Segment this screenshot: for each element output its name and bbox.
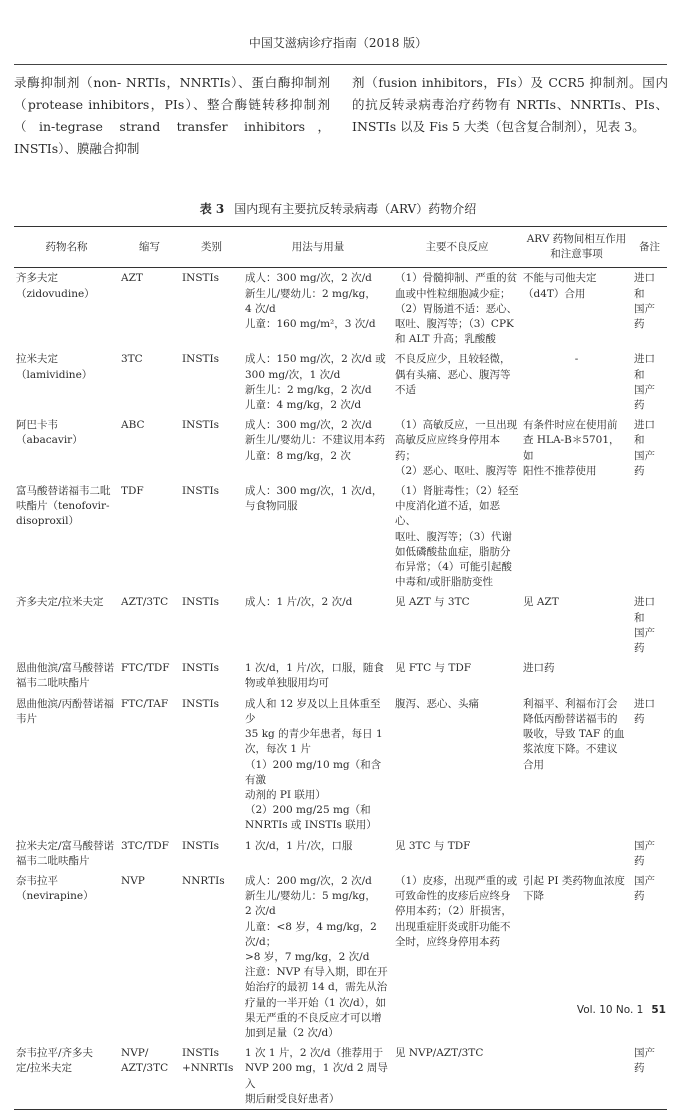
cell-abbreviation: TDF — [121, 485, 144, 498]
cell-adverse-reactions: 见 FTC 与 TDF — [395, 662, 472, 675]
issue-info: Vol. 10 No. 1 — [576, 1004, 644, 1016]
column-header-adverse-reactions: 主要不良反应 — [425, 240, 489, 253]
cell-remarks: 进口和 国产药 — [634, 596, 655, 655]
cell-category: INSTIs — [182, 353, 220, 366]
table-caption — [0, 200, 676, 217]
cell-remarks: 进口和 国产药 — [634, 272, 655, 331]
cell-interactions-notes: 进口药 — [523, 662, 555, 675]
cell-dosage: 成人：300 mg/次，1 次/d， 与食物同服 — [245, 485, 383, 513]
cell-drug-name: 恩曲他滨/富马酸替诺 福韦二吡呋酯片 — [16, 662, 115, 690]
body-text-right-column: 剂（fusion inhibitors，FIs）及 CCR5 抑制剂。国内的抗反转录病毒治疗药物有 NRTIs、NNRTIs、PIs、INSTIs 以及 Fis 5 大类（包含复合制剂），见表 3。 — [352, 75, 668, 134]
table-row — [14, 268, 667, 350]
column-header-abbreviation: 缩写 — [139, 240, 160, 253]
cell-drug-name: 奈韦拉平（nevirapine） — [16, 874, 94, 903]
column-header-interactions-notes: ARV 药物间相互作用 和注意事项 — [526, 233, 627, 261]
cell-category: INSTIs — [182, 596, 220, 609]
cell-dosage: 1 次/d，1 片/次，口服，随食 物或单独服用均可 — [245, 662, 384, 690]
cell-remarks — [632, 481, 667, 592]
cell-abbreviation: NVP — [121, 874, 145, 887]
page-number: 51 — [651, 1004, 666, 1016]
column-header-dosage: 用法与用量 — [291, 240, 345, 253]
table-header-row — [14, 227, 667, 268]
column-header-category: 类别 — [201, 240, 222, 253]
cell-category: INSTIs — [182, 485, 220, 498]
cell-category: INSTIs — [182, 697, 220, 710]
cell-adverse-reactions: 腹泻、恶心、头痛 — [395, 697, 479, 710]
cell-remarks — [632, 658, 667, 693]
cell-remarks: 进口和 国产药 — [634, 353, 655, 412]
table-row — [14, 836, 667, 871]
cell-drug-name: 拉米夫定/富马酸替诺 福韦二吡呋酯片 — [16, 839, 115, 867]
cell-dosage: 成人：1 片/次，2 次/d — [245, 596, 353, 609]
cell-abbreviation: FTC/TAF — [121, 697, 169, 710]
cell-adverse-reactions: 不良反应少，且较轻微， 偶有头痛、恶心、腹泻等 不适 — [395, 353, 511, 396]
table-row — [14, 349, 667, 415]
cell-adverse-reactions: 见 AZT 与 3TC — [395, 596, 470, 609]
cell-remarks: 进口药 — [634, 697, 655, 725]
table-row — [14, 415, 667, 481]
cell-category: NNRTIs — [182, 874, 225, 887]
cell-dosage: 成人和 12 岁及以上且体重至少 35 kg 的青少年患者，每日 1 次，每次 1 片 （1）200 mg/10 mg（和含有激 动剂的 PI 联用） （2）200 mg/25 mg（和 NNRTIs 或 INSTIs 联用） — [245, 697, 383, 832]
table-label: 表 3 — [199, 202, 225, 216]
cell-category: INSTIs — [182, 419, 220, 432]
cell-interactions-notes: - — [574, 353, 579, 366]
cell-interactions-notes: 利福平、利福布汀会 降低丙酚替诺福韦的 吸收，导致 TAF 的血 浆浓度下降。不建议 合用 — [523, 697, 625, 771]
cell-category: INSTIs — [182, 839, 220, 852]
cell-drug-name: 恩曲他滨/丙酚替诺福 韦片 — [16, 697, 115, 725]
cell-adverse-reactions: （1）皮疹，出现严重的或 可致命性的皮疹后应终身 停用本药；（2）肝损害， 出现重症肝炎或肝功能不 全时，应终身停用本药 — [395, 874, 518, 948]
column-header-drug-name: 药物名称 — [45, 240, 88, 253]
cell-abbreviation: ABC — [121, 419, 145, 432]
cell-interactions-notes — [521, 836, 632, 871]
cell-dosage: 1 次/d，1 片/次，口服 — [245, 839, 353, 852]
cell-abbreviation: NVP/ AZT/3TC — [121, 1047, 169, 1075]
cell-drug-name: 齐多夫定/拉米夫定 — [16, 596, 104, 609]
cell-abbreviation: FTC/TDF — [121, 662, 170, 675]
running-head: 中国艾滋病诊疗指南（2018 版） — [248, 36, 428, 50]
cell-abbreviation: AZT — [121, 272, 143, 285]
cell-remarks: 国产药 — [634, 1047, 655, 1075]
table-row — [14, 871, 667, 1043]
cell-category: INSTIs — [182, 662, 220, 675]
cell-adverse-reactions: （1）骨髓抑制、严重的贫 血或中性粒细胞减少症； （2）胃肠道不适：恶心、 呕吐、腹泻等；（3）CPK 和 ALT 升高；乳酸酸 — [395, 272, 518, 346]
table-title: 国内现有主要抗反转录病毒（ARV）药物介绍 — [234, 202, 477, 216]
table-row — [14, 1043, 667, 1109]
cell-interactions-notes: 见 AZT — [523, 596, 559, 609]
table-row — [14, 658, 667, 693]
arv-drug-table — [14, 226, 667, 1110]
cell-interactions-notes — [521, 1043, 632, 1109]
cell-remarks: 国产药 — [634, 839, 655, 867]
table-row — [14, 481, 667, 592]
cell-abbreviation: 3TC/TDF — [121, 839, 169, 852]
table-row — [14, 592, 667, 658]
cell-adverse-reactions: （1）高敏反应，一旦出现 高敏反应应终身停用本药； （2）恶心、呕吐、腹泻等 — [395, 419, 518, 477]
cell-interactions-notes: 有条件时应在使用前 查 HLA-B＊5701，如 阳性不推荐使用 — [523, 419, 620, 477]
cell-interactions-notes: 不能与司他夫定 （d4T）合用 — [523, 272, 597, 300]
cell-dosage: 成人：150 mg/次，2 次/d 或 300 mg/次，1 次/d 新生儿：2 mg/kg，2 次/d 儿童：4 mg/kg，2 次/d — [245, 353, 386, 412]
page-footer — [577, 1004, 666, 1016]
cell-interactions-notes — [521, 481, 632, 592]
cell-dosage: 1 次 1 片，2 次/d（推荐用于 NVP 200 mg，1 次/d 2 周导入 期后耐受良好患者） — [245, 1047, 388, 1105]
cell-category: INSTIs +NNRTIs — [182, 1047, 234, 1075]
cell-adverse-reactions: （1）肾脏毒性；（2）轻至 中度消化道不适，如恶心、 呕吐、腹泻等；（3）代谢 如低磷酸盐血症，脂肪分 布异常；（4）可能引起酸 中毒和/或肝脂肪变性 — [395, 485, 519, 589]
column-header-remarks: 备注 — [639, 240, 660, 253]
cell-category: INSTIs — [182, 272, 220, 285]
cell-abbreviation: 3TC — [121, 353, 143, 366]
cell-remarks: 进口和 国产药 — [634, 419, 655, 477]
cell-interactions-notes: 引起 PI 类药物血浓度 下降 — [523, 874, 625, 903]
cell-drug-name: 富马酸替诺福韦二吡 呋酯片（tenofovir- disoproxil） — [16, 485, 111, 528]
table-row — [14, 694, 667, 836]
cell-remarks: 国产药 — [634, 874, 655, 903]
header-rule — [14, 64, 667, 65]
cell-drug-name: 阿巴卡韦（abacavir） — [16, 419, 83, 447]
cell-dosage: 成人：300 mg/次，2 次/d 新生儿/婴幼儿：不建议用本药 儿童：8 mg/kg，2 次 — [245, 419, 386, 462]
cell-dosage: 成人：200 mg/次，2 次/d 新生儿/婴幼儿：5 mg/kg， 2 次/d 儿童：<8 岁，4 mg/kg，2 次/d； >8 岁，7 mg/kg，2 次/d 注意：NVP 有导入期，即在开 始治疗的最初 14 d，需先从治 疗量的一半开始（1 次/d），如 果无严重的不良反应才可以增 加到足量（2 次/d） — [245, 874, 388, 1039]
table-body — [14, 268, 667, 1110]
cell-adverse-reactions: 见 NVP/AZT/3TC — [395, 1047, 484, 1060]
cell-adverse-reactions: 见 3TC 与 TDF — [395, 839, 471, 852]
cell-drug-name: 拉米夫定（lamividine） — [16, 353, 93, 381]
body-text-left-column: 录酶抑制剂（non- NRTIs，NNRTIs）、蛋白酶抑制剂（protease inhibitors，PIs）、整合酶链转移抑制剂（in-tegrase strand transfer inhibitors，INSTIs）、膜融合抑制 — [14, 75, 330, 156]
cell-dosage: 成人：300 mg/次，2 次/d 新生儿/婴幼儿：2 mg/kg， 4 次/d 儿童：160 mg/m²，3 次/d — [245, 272, 376, 331]
cell-abbreviation: AZT/3TC — [121, 596, 169, 609]
cell-drug-name: 奈韦拉平/齐多夫 定/拉米夫定 — [16, 1047, 94, 1075]
cell-drug-name: 齐多夫定（zidovudine） — [16, 272, 95, 300]
